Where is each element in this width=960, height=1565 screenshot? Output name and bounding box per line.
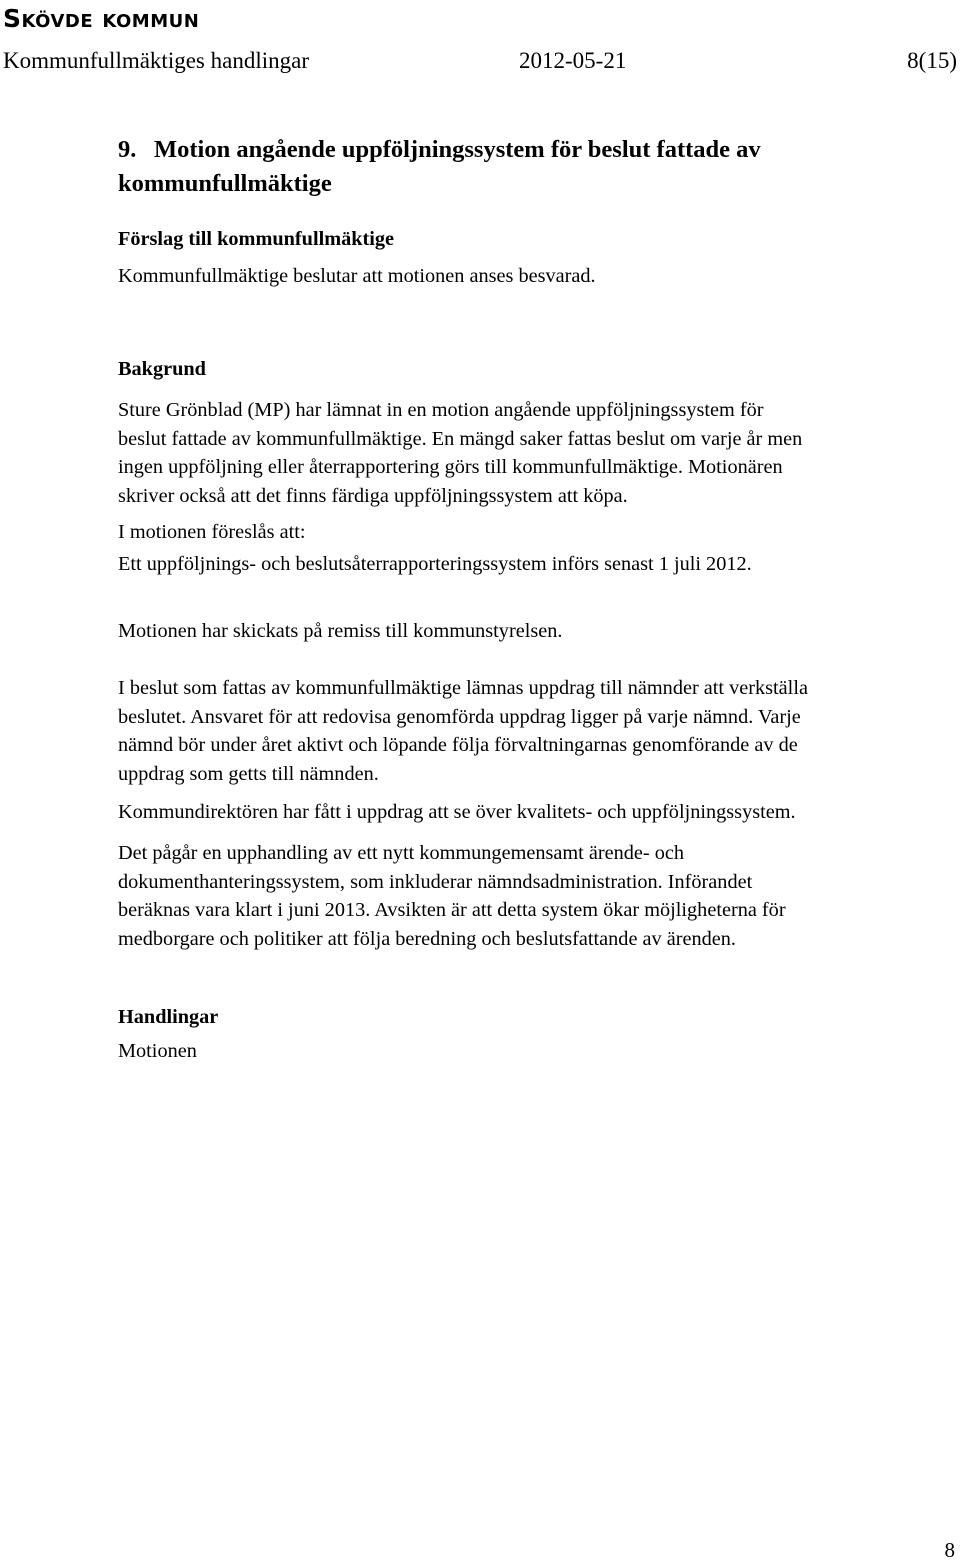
- page-indicator: 8(15): [907, 48, 957, 73]
- item-title: [118, 133, 878, 201]
- document-date: 2012-05-21: [519, 48, 627, 73]
- municipality-logo: Skövde kommun: [3, 4, 200, 33]
- page-number: 8: [944, 1538, 955, 1562]
- proposal-heading: Förslag till kommunfullmäktige: [118, 228, 395, 250]
- background-line: ingen uppföljning eller återrapportering görs till kommunfullmäktige. Motionären: [118, 456, 783, 478]
- paragraph-line: Det pågår en upphandling av ett nytt kommungemensamt ärende- och: [118, 842, 685, 864]
- item-title-text: Motion angående uppföljningssystem för beslut fattade av kommunfullmäktige: [118, 136, 761, 197]
- paragraph-line: beräknas vara klart i juni 2013. Avsikten är att detta system ökar möjligheterna för: [118, 899, 786, 921]
- proposes-label: I motionen föreslås att:: [118, 521, 306, 543]
- proposes-text: Ett uppföljnings- och beslutsåterrapporteringssystem införs senast 1 juli 2012.: [118, 553, 752, 575]
- document-name: Kommunfullmäktiges handlingar: [3, 48, 309, 73]
- background-line: skriver också att det finns färdiga uppföljningssystem att köpa.: [118, 484, 628, 507]
- referral-text: Motionen har skickats på remiss till kommunstyrelsen.: [118, 620, 563, 642]
- paragraph-line: uppdrag som getts till nämnden.: [118, 762, 379, 785]
- background-line: beslut fattade av kommunfullmäktige. En mängd saker fattas beslut om varje år men: [118, 427, 803, 450]
- background-line: Sture Grönblad (MP) har lämnat in en motion angående uppföljningssystem för: [118, 399, 764, 421]
- paragraph-line: I beslut som fattas av kommunfullmäktige lämnas uppdrag till nämnder att verkställa: [118, 677, 808, 699]
- paragraph-line: beslutet. Ansvaret för att redovisa genomförda uppdrag ligger på varje nämnd. Varje: [118, 705, 801, 728]
- background-heading: Bakgrund: [118, 358, 206, 380]
- item-number: 9.: [118, 136, 137, 163]
- documents-heading: Handlingar: [118, 1006, 219, 1028]
- paragraph-line: nämnd bör under året aktivt och löpande följa förvaltningarnas genomförande av de: [118, 734, 798, 756]
- paragraph-line: medborgare och politiker att följa beredning och beslutsfattande av ärenden.: [118, 927, 736, 950]
- proposal-text: Kommunfullmäktige beslutar att motionen anses besvarad.: [118, 265, 596, 287]
- paragraph-text: Kommundirektören har fått i uppdrag att se över kvalitets- och uppföljningssystem.: [118, 801, 796, 823]
- paragraph-line: dokumenthanteringssystem, som inkluderar nämndsadministration. Införandet: [118, 870, 753, 893]
- documents-item: Motionen: [118, 1040, 197, 1062]
